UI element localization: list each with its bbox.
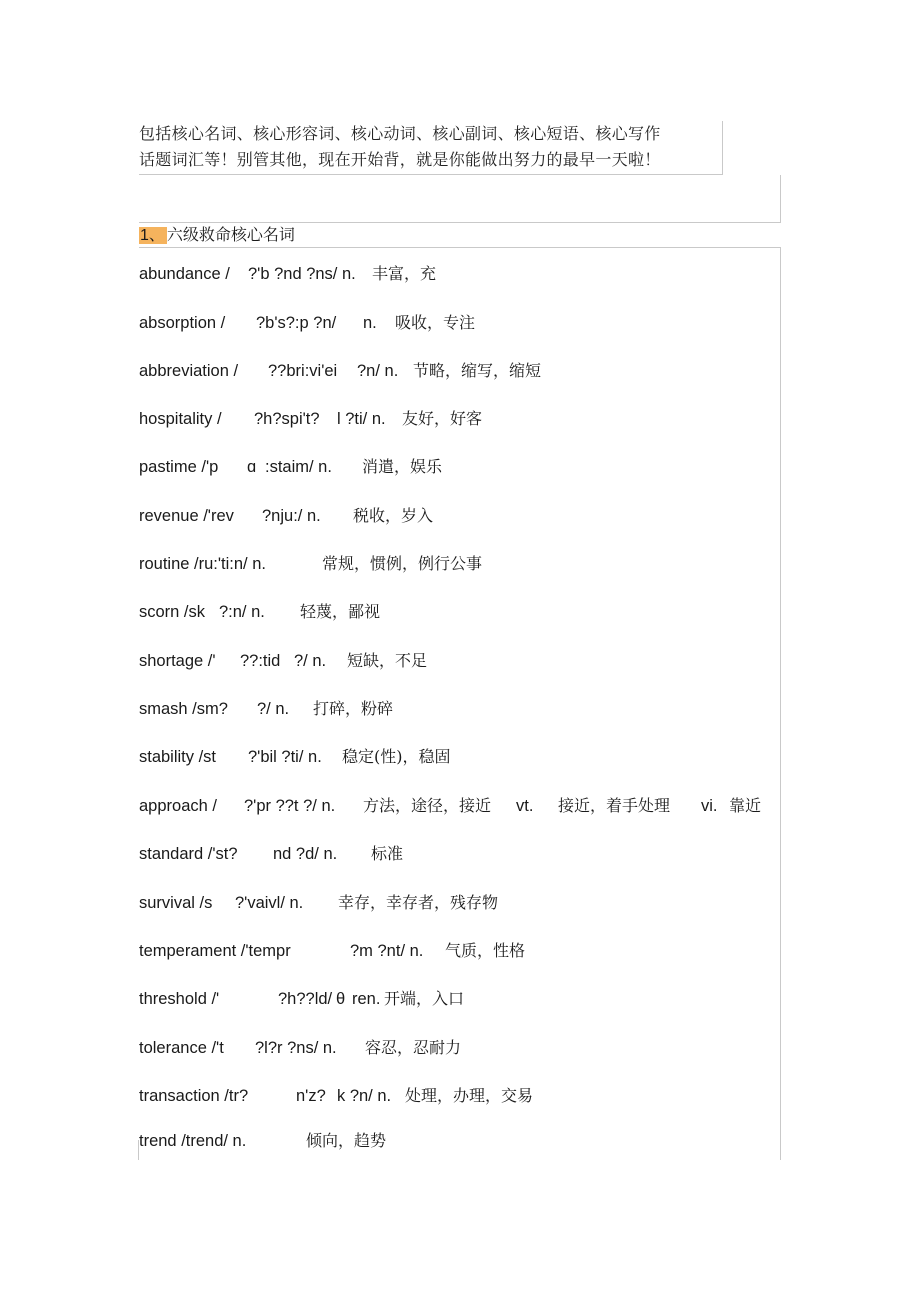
vocab-pos: ?n/ n. [357, 362, 399, 380]
vocab-phonetic: ren. [352, 990, 381, 1008]
vocab-meaning: 方法，途径，接近 [363, 796, 492, 815]
vocab-word: stability /st [139, 748, 217, 766]
vocab-phonetic: ?m ?nt/ n. [350, 942, 424, 960]
vocab-phonetic: nd ?d/ n. [273, 845, 338, 863]
vocab-word: pastime /'p [139, 458, 219, 476]
vocab-phonetic: ?'vaivl/ n. [235, 894, 304, 912]
vocab-phonetic: ?:n/ n. [219, 603, 265, 621]
vocab-word: hospitality / [139, 410, 222, 428]
vocab-meaning: 靠近 [729, 796, 762, 815]
vocab-word: transaction /tr? [139, 1087, 249, 1105]
vocab-word: revenue /'rev [139, 507, 234, 525]
vocab-word: trend /trend/ n. [139, 1132, 247, 1150]
intro-line-2: 话题词汇等！别管其他，现在开始背，就是你能做出努力的最早一天啦！ [139, 150, 661, 169]
section-number: 1、 [140, 227, 165, 244]
vocab-phonetic: n'z? [296, 1087, 326, 1105]
section-title: 六级救命核心名词 [166, 225, 295, 244]
body-right-rule [780, 248, 781, 1160]
vocab-meaning: 友好，好客 [402, 409, 483, 428]
vocab-phonetic: ɑ [247, 458, 257, 476]
vocab-meaning: 标准 [371, 844, 404, 863]
vocab-phonetic: θ [336, 990, 346, 1008]
vocab-phonetic: ?nju:/ n. [262, 507, 321, 525]
vocab-phonetic: ?l?r ?ns/ n. [255, 1039, 337, 1057]
spacer-right-rule [780, 175, 781, 222]
vocab-word: standard /'st? [139, 845, 238, 863]
vocab-word: scorn /sk [139, 603, 206, 621]
heading-bottom-rule [139, 247, 781, 248]
intro-line-1: 包括核心名词、核心形容词、核心动词、核心副词、核心短语、核心写作 [139, 124, 661, 143]
vocab-meaning: 常规，惯例，例行公事 [322, 554, 483, 573]
vocab-phonetic: ?'bil ?ti/ n. [248, 748, 322, 766]
intro-paragraph [139, 121, 719, 173]
vocab-word: smash /sm? [139, 700, 228, 718]
intro-right-rule [722, 121, 723, 175]
vocab-meaning: 节略，缩写，缩短 [413, 361, 542, 380]
vocab-meaning: 轻蔑，鄙视 [300, 602, 381, 621]
vocab-phonetic: ??bri:vi'ei [268, 362, 338, 380]
vocab-meaning: 税收，岁入 [353, 506, 434, 525]
vocab-meaning: 气质，性格 [445, 941, 526, 960]
vocab-word: abbreviation / [139, 362, 239, 380]
vocab-pos: n. [363, 314, 377, 332]
vocab-word: tolerance /'t [139, 1039, 224, 1057]
vocab-meaning: 短缺，不足 [347, 651, 428, 670]
vocab-word: temperament /'tempr [139, 942, 291, 960]
vocab-word: routine /ru:'ti:n/ n. [139, 555, 266, 573]
vocab-meaning: 处理，办理，交易 [405, 1086, 534, 1105]
vocab-meaning: 容忍，忍耐力 [365, 1038, 462, 1057]
vocab-pos: ?/ n. [294, 652, 327, 670]
vocab-word: threshold /' [139, 990, 220, 1008]
vocab-phonetic: :staim/ n. [265, 458, 332, 476]
vocab-meaning: 吸收，专注 [395, 313, 476, 332]
vocab-pos: l ?ti/ n. [337, 410, 386, 428]
vocab-meaning: 幸存，幸存者，残存物 [338, 893, 499, 912]
vocab-meaning: 打碎，粉碎 [313, 699, 394, 718]
vocab-meaning: 稳定(性)，稳固 [342, 747, 451, 766]
vocab-meaning: 开端，入口 [384, 989, 465, 1008]
intro-bottom-rule [139, 174, 723, 175]
section-heading [139, 223, 295, 247]
vocab-pos: vi. [701, 797, 718, 815]
vocab-meaning: 丰富，充 [372, 264, 437, 283]
vocab-phonetic: ?'b ?nd ?ns/ n. [248, 265, 356, 283]
vocab-phonetic: ?h??ld/ [278, 990, 333, 1008]
vocab-phonetic: ?h?spi't? [254, 410, 320, 428]
vocab-phonetic: ?/ n. [257, 700, 290, 718]
vocab-meaning: 接近，着手处理 [558, 796, 671, 815]
vocab-phonetic: k ?n/ n. [337, 1087, 392, 1105]
vocab-meaning: 倾向，趋势 [306, 1131, 387, 1150]
vocab-word: absorption / [139, 314, 226, 332]
vocab-word: approach / [139, 797, 217, 815]
vocab-word: survival /s [139, 894, 213, 912]
vocab-word: shortage /' [139, 652, 216, 670]
vocab-word: abundance / [139, 265, 230, 283]
vocab-phonetic: ?'pr ??t ?/ n. [244, 797, 336, 815]
vocab-meaning: 消遣，娱乐 [362, 457, 443, 476]
vocab-phonetic: ?b's?:p ?n/ [256, 314, 337, 332]
vocab-phonetic: ??:tid [240, 652, 281, 670]
vocab-pos: vt. [516, 797, 534, 815]
